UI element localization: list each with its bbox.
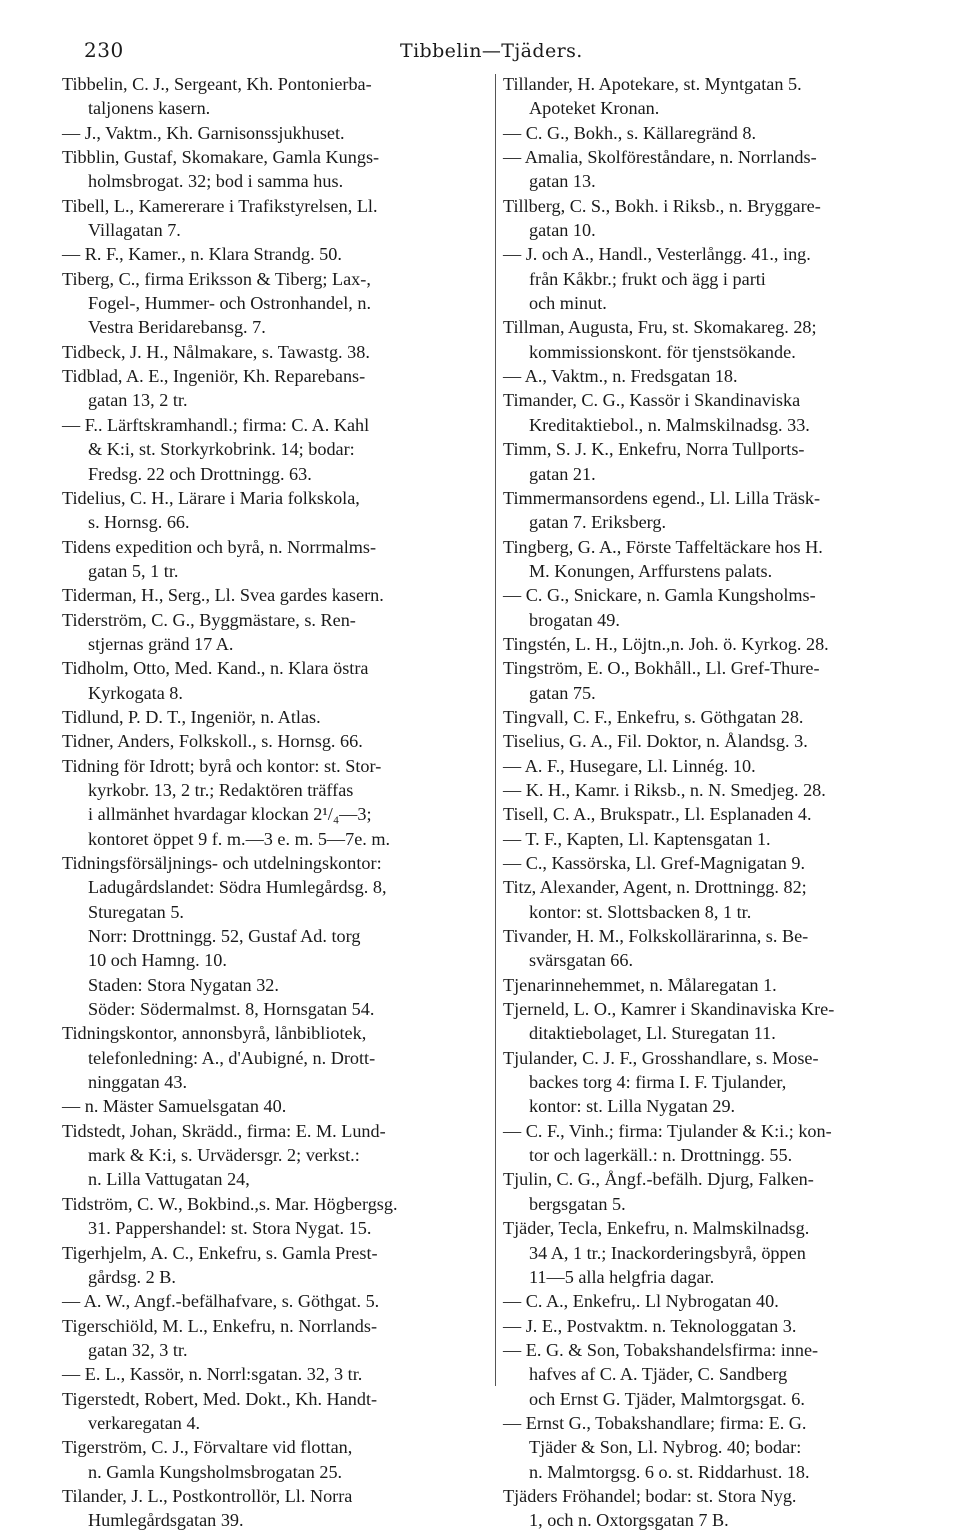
entry-continuation-line: & K:i, st. Storkyrkobrink. 14; bodar:: [88, 439, 355, 460]
entry-line: — E. G. & Son, Tobakshandelsfirma: inne-: [503, 1339, 819, 1360]
entry-line: Tjerneld, L. O., Kamrer i Skandinaviska Kre-: [503, 999, 835, 1020]
entry-line: — C. G., Bokh., s. Källaregränd 8.: [503, 122, 757, 143]
entry-line: Tidbeck, J. H., Nålmakare, s. Tawastg. 38.: [62, 341, 370, 362]
entry-line: Tibell, L., Kamererare i Trafikstyrelsen, Ll.: [62, 195, 378, 216]
entry-continuation-line: gatan 32, 3 tr.: [88, 1339, 188, 1360]
entry-continuation-line: 11—5 alla helgfria dagar.: [529, 1266, 715, 1287]
entry-continuation-line: Kreditaktiebol., n. Malmskilnadsg. 33.: [529, 414, 810, 435]
right-column: [503, 72, 943, 1533]
entry-continuation-line: holmsbrogat. 32; bod i samma hus.: [88, 171, 344, 192]
entry-line: Tigerström, C. J., Förvaltare vid flottan,: [62, 1437, 353, 1458]
entry-continuation-line: gatan 10.: [529, 220, 596, 241]
entry-continuation-line: Kyrkogata 8.: [88, 682, 183, 703]
entry-continuation-line: tor och lagerkäll.: n. Drottningg. 55.: [529, 1145, 793, 1166]
entry-line: Tidström, C. W., Bokbind.,s. Mar. Högbergsg.: [62, 1193, 398, 1214]
column-divider: [495, 74, 496, 1386]
entry-continuation-line: Staden: Stora Nygatan 32.: [88, 974, 279, 995]
entry-line: Tidningskontor, annonsbyrå, lånbibliotek,: [62, 1023, 367, 1044]
entry-line: Timm, S. J. K., Enkefru, Norra Tullports-: [503, 439, 805, 460]
entry-line: Tidblad, A. E., Ingeniör, Kh. Reparebans-: [62, 366, 366, 387]
entry-continuation-line: kontor: st. Slottsbacken 8, 1 tr.: [529, 901, 752, 922]
entry-line: — n. Mäster Samuelsgatan 40.: [62, 1096, 287, 1117]
entry-continuation-line: kontoret öppet 9 f. m.—3 e. m. 5—7e. m.: [88, 828, 391, 849]
entry-line: — E. L., Kassör, n. Norrl:sgatan. 32, 3 tr.: [62, 1364, 363, 1385]
entry-continuation-line: taljonens kasern.: [88, 98, 211, 119]
entry-line: Tibbelin, C. J., Sergeant, Kh. Pontonierba-: [62, 74, 372, 94]
entry-continuation-line: Fogel-, Hummer- och Ostronhandel, n.: [88, 293, 371, 314]
entry-line: Tjulin, C. G., Ångf.-befälh. Djurg, Falken-: [503, 1169, 814, 1190]
entry-continuation-line: M. Konungen, Arffurstens palats.: [529, 560, 773, 581]
entry-continuation-line: Ladugårdslandet: Södra Humlegårdsg. 8,: [88, 877, 387, 898]
entry-line: Tingberg, G. A., Förste Taffeltäckare hos H.: [503, 536, 823, 557]
entry-continuation-line: och Ernst G. Tjäder, Malmtorgsgat. 6.: [529, 1388, 805, 1409]
entry-line: Tjäders Fröhandel; bodar: st. Stora Nyg.: [503, 1485, 797, 1506]
entry-line: Tjenarinnehemmet, n. Målaregatan 1.: [503, 974, 777, 995]
entry-line: Tilander, J. L., Postkontrollör, Ll. Norra: [62, 1485, 353, 1506]
entry-continuation-line: backes torg 4: firma I. F. Tjulander,: [529, 1072, 787, 1093]
left-column: [62, 72, 492, 1533]
entry-line: Tillberg, C. S., Bokh. i Riksb., n. Bryggare-: [503, 195, 821, 216]
entry-continuation-line: gatan 13.: [529, 171, 596, 192]
page-number: 230: [84, 38, 124, 62]
entry-continuation-line: gatan 7. Eriksberg.: [529, 512, 667, 533]
page-header: [0, 36, 960, 70]
entry-line: Timander, C. G., Kassör i Skandinaviska: [503, 390, 801, 411]
entry-line: — C. G., Snickare, n. Gamla Kungsholms-: [503, 585, 816, 606]
entry-continuation-line: från Kåkbr.; frukt och ägg i parti: [529, 268, 766, 289]
entry-line: Tisell, C. A., Brukspatr., Ll. Esplanaden 4.: [503, 804, 812, 825]
entry-line: — C., Kassörska, Ll. Gref-Magnigatan 9.: [503, 853, 806, 873]
entry-line: Tiderström, C. G., Byggmästare, s. Ren-: [62, 609, 356, 630]
entry-line: Tigerschiöld, M. L., Enkefru, n. Norrlands-: [62, 1315, 378, 1336]
entry-continuation-line: kyrkobr. 13, 2 tr.; Redaktören träffas: [88, 779, 354, 800]
entry-continuation-line: stjernas gränd 17 A.: [88, 633, 234, 654]
entry-line: Tingström, E. O., Bokhåll., Ll. Gref-Thure-: [503, 658, 820, 679]
entry-continuation-line: n. Malmtorgsg. 6 o. st. Riddarhust. 18.: [529, 1461, 810, 1482]
entry-line: — R. F., Kamer., n. Klara Strandg. 50.: [62, 244, 342, 265]
entry-continuation-line: gatan 21.: [529, 463, 596, 484]
entry-line: Tiberg, C., firma Eriksson & Tiberg; Lax-,: [62, 268, 371, 289]
entry-continuation-line: gatan 75.: [529, 682, 596, 703]
entry-continuation-line: Tjäder & Son, Ll. Nybrog. 40; bodar:: [529, 1437, 802, 1458]
entry-line: — Ernst G., Tobakshandlare; firma: E. G.: [503, 1412, 807, 1433]
entry-continuation-line: s. Hornsg. 66.: [88, 512, 190, 533]
entry-line: Tiderman, H., Serg., Ll. Svea gardes kasern.: [62, 585, 384, 606]
entry-line: Tidner, Anders, Folkskoll., s. Hornsg. 66.: [62, 731, 363, 752]
entry-continuation-line: gatan 5, 1 tr.: [88, 560, 179, 581]
entry-continuation-line: gatan 13, 2 tr.: [88, 390, 188, 411]
entry-line: — Amalia, Skolföreståndare, n. Norrlands-: [503, 147, 817, 168]
entry-continuation-line: Villagatan 7.: [88, 220, 181, 241]
entry-line: Tidens expedition och byrå, n. Norrmalms-: [62, 536, 377, 557]
entry-line: Tingvall, C. F., Enkefru, s. Göthgatan 28.: [503, 706, 804, 727]
entry-continuation-line: kontor: st. Lilla Nygatan 29.: [529, 1096, 736, 1117]
entry-continuation-line: 31. Pappershandel: st. Stora Nygat. 15.: [88, 1218, 372, 1239]
entry-line: — J. och A., Handl., Vesterlångg. 41., ing.: [503, 244, 811, 265]
entry-line: Tjulander, C. J. F., Grosshandlare, s. Mose-: [503, 1047, 819, 1068]
entry-continuation-line: kommissionskont. för tjenstsökande.: [529, 341, 796, 362]
entry-line: Tigerhjelm, A. C., Enkefru, s. Gamla Prest-: [62, 1242, 378, 1263]
entry-line: Tidlund, P. D. T., Ingeniör, n. Atlas.: [62, 706, 321, 727]
entry-continuation-line: 34 A, 1 tr.; Inackorderingsbyrå, öppen: [529, 1242, 806, 1263]
entry-continuation-line: Vestra Beridarebansg. 7.: [88, 317, 266, 338]
entry-continuation-line: mark & K:i, s. Urvädersgr. 2; verkst.:: [88, 1145, 360, 1166]
entry-continuation-line: brogatan 49.: [529, 609, 620, 630]
entry-line: — J., Vaktm., Kh. Garnisonssjukhuset.: [62, 122, 345, 143]
entry-line: — A. F., Husegare, Ll. Linnég. 10.: [503, 755, 756, 776]
entry-continuation-line: verkaregatan 4.: [88, 1412, 201, 1433]
entry-continuation-line: telefonledning: A., d'Aubigné, n. Drott-: [88, 1047, 376, 1068]
entry-line: Tjäder, Tecla, Enkefru, n. Malmskilnadsg.: [503, 1218, 810, 1239]
entry-continuation-line: hafves af C. A. Tjäder, C. Sandberg: [529, 1364, 788, 1385]
entry-continuation-line: gårdsg. 2 B.: [88, 1266, 176, 1287]
entry-continuation-line: ditaktiebolaget, Ll. Sturegatan 11.: [529, 1023, 776, 1044]
entry-continuation-line: n. Gamla Kungsholmsbrogatan 25.: [88, 1461, 343, 1482]
entry-line: Tivander, H. M., Folkskollärarinna, s. Be-: [503, 926, 809, 947]
entry-line: — C. F., Vinh.; firma: Tjulander & K:i.; kon-: [503, 1120, 832, 1141]
entry-continuation-line: 1, och n. Oxtorgsgatan 7 B.: [529, 1510, 729, 1531]
entry-line: Tidholm, Otto, Med. Kand., n. Klara östra: [62, 658, 369, 679]
entry-continuation-line: Söder: Södermalmst. 8, Hornsgatan 54.: [88, 999, 375, 1020]
entry-line: — K. H., Kamr. i Riksb., n. N. Smedjeg. 28.: [503, 779, 826, 800]
entry-continuation-line: Apoteket Kronan.: [529, 98, 660, 119]
entry-line: — J. E., Postvaktm. n. Teknologgatan 3.: [503, 1315, 797, 1336]
entry-continuation-line: och minut.: [529, 293, 607, 314]
entry-continuation-line: Sturegatan 5.: [88, 901, 184, 922]
entry-line: Tiselius, G. A., Fil. Doktor, n. Ålandsg. 3.: [503, 731, 808, 752]
entry-line: Tingstén, L. H., Löjtn.,n. Joh. ö. Kyrkog. 28.: [503, 633, 829, 654]
entry-continuation-line: n. Lilla Vattugatan 24,: [88, 1169, 250, 1190]
entry-line: Tillman, Augusta, Fru, st. Skomakareg. 28;: [503, 317, 817, 338]
entry-continuation-line: svärsgatan 66.: [529, 950, 634, 971]
entry-continuation-line: Humlegårdsgatan 39.: [88, 1510, 244, 1531]
entry-continuation-line: Norr: Drottningg. 52, Gustaf Ad. torg: [88, 926, 361, 947]
entry-line: Tibblin, Gustaf, Skomakare, Gamla Kungs-: [62, 147, 380, 168]
entry-continuation-line: i allmänhet hvardagar klockan 2¹/₄—3;: [88, 804, 372, 825]
entry-line: — A. W., Angf.-befälhafvare, s. Göthgat. 5.: [62, 1291, 380, 1312]
running-head: Tibbelin—Tjäders.: [400, 40, 583, 62]
entry-continuation-line: Fredsg. 22 och Drottningg. 63.: [88, 463, 312, 484]
entry-line: — T. F., Kapten, Ll. Kaptensgatan 1.: [503, 828, 771, 849]
entry-continuation-line: bergsgatan 5.: [529, 1193, 626, 1214]
entry-continuation-line: 10 och Hamng. 10.: [88, 950, 227, 971]
entry-line: — A., Vaktm., n. Fredsgatan 18.: [503, 366, 738, 387]
entry-line: Timmermansordens egend., Ll. Lilla Träsk-: [503, 487, 821, 508]
entry-line: Tidning för Idrott; byrå och kontor: st. Stor-: [62, 755, 382, 776]
entry-line: — C. A., Enkefru,. Ll Nybrogatan 40.: [503, 1291, 779, 1312]
entry-line: Tidningsförsäljnings- och utdelningskontor:: [62, 853, 382, 873]
entry-line: Titz, Alexander, Agent, n. Drottningg. 82;: [503, 877, 807, 898]
entry-continuation-line: ninggatan 43.: [88, 1072, 188, 1093]
entry-line: Tidstedt, Johan, Skrädd., firma: E. M. Lund-: [62, 1120, 386, 1141]
entry-line: Tigerstedt, Robert, Med. Dokt., Kh. Handt-: [62, 1388, 378, 1409]
entry-line: Tillander, H. Apotekare, st. Myntgatan 5.: [503, 74, 802, 94]
entry-line: Tidelius, C. H., Lärare i Maria folkskola,: [62, 487, 360, 508]
entry-line: — F.. Lärftskramhandl.; firma: C. A. Kahl: [62, 414, 370, 435]
